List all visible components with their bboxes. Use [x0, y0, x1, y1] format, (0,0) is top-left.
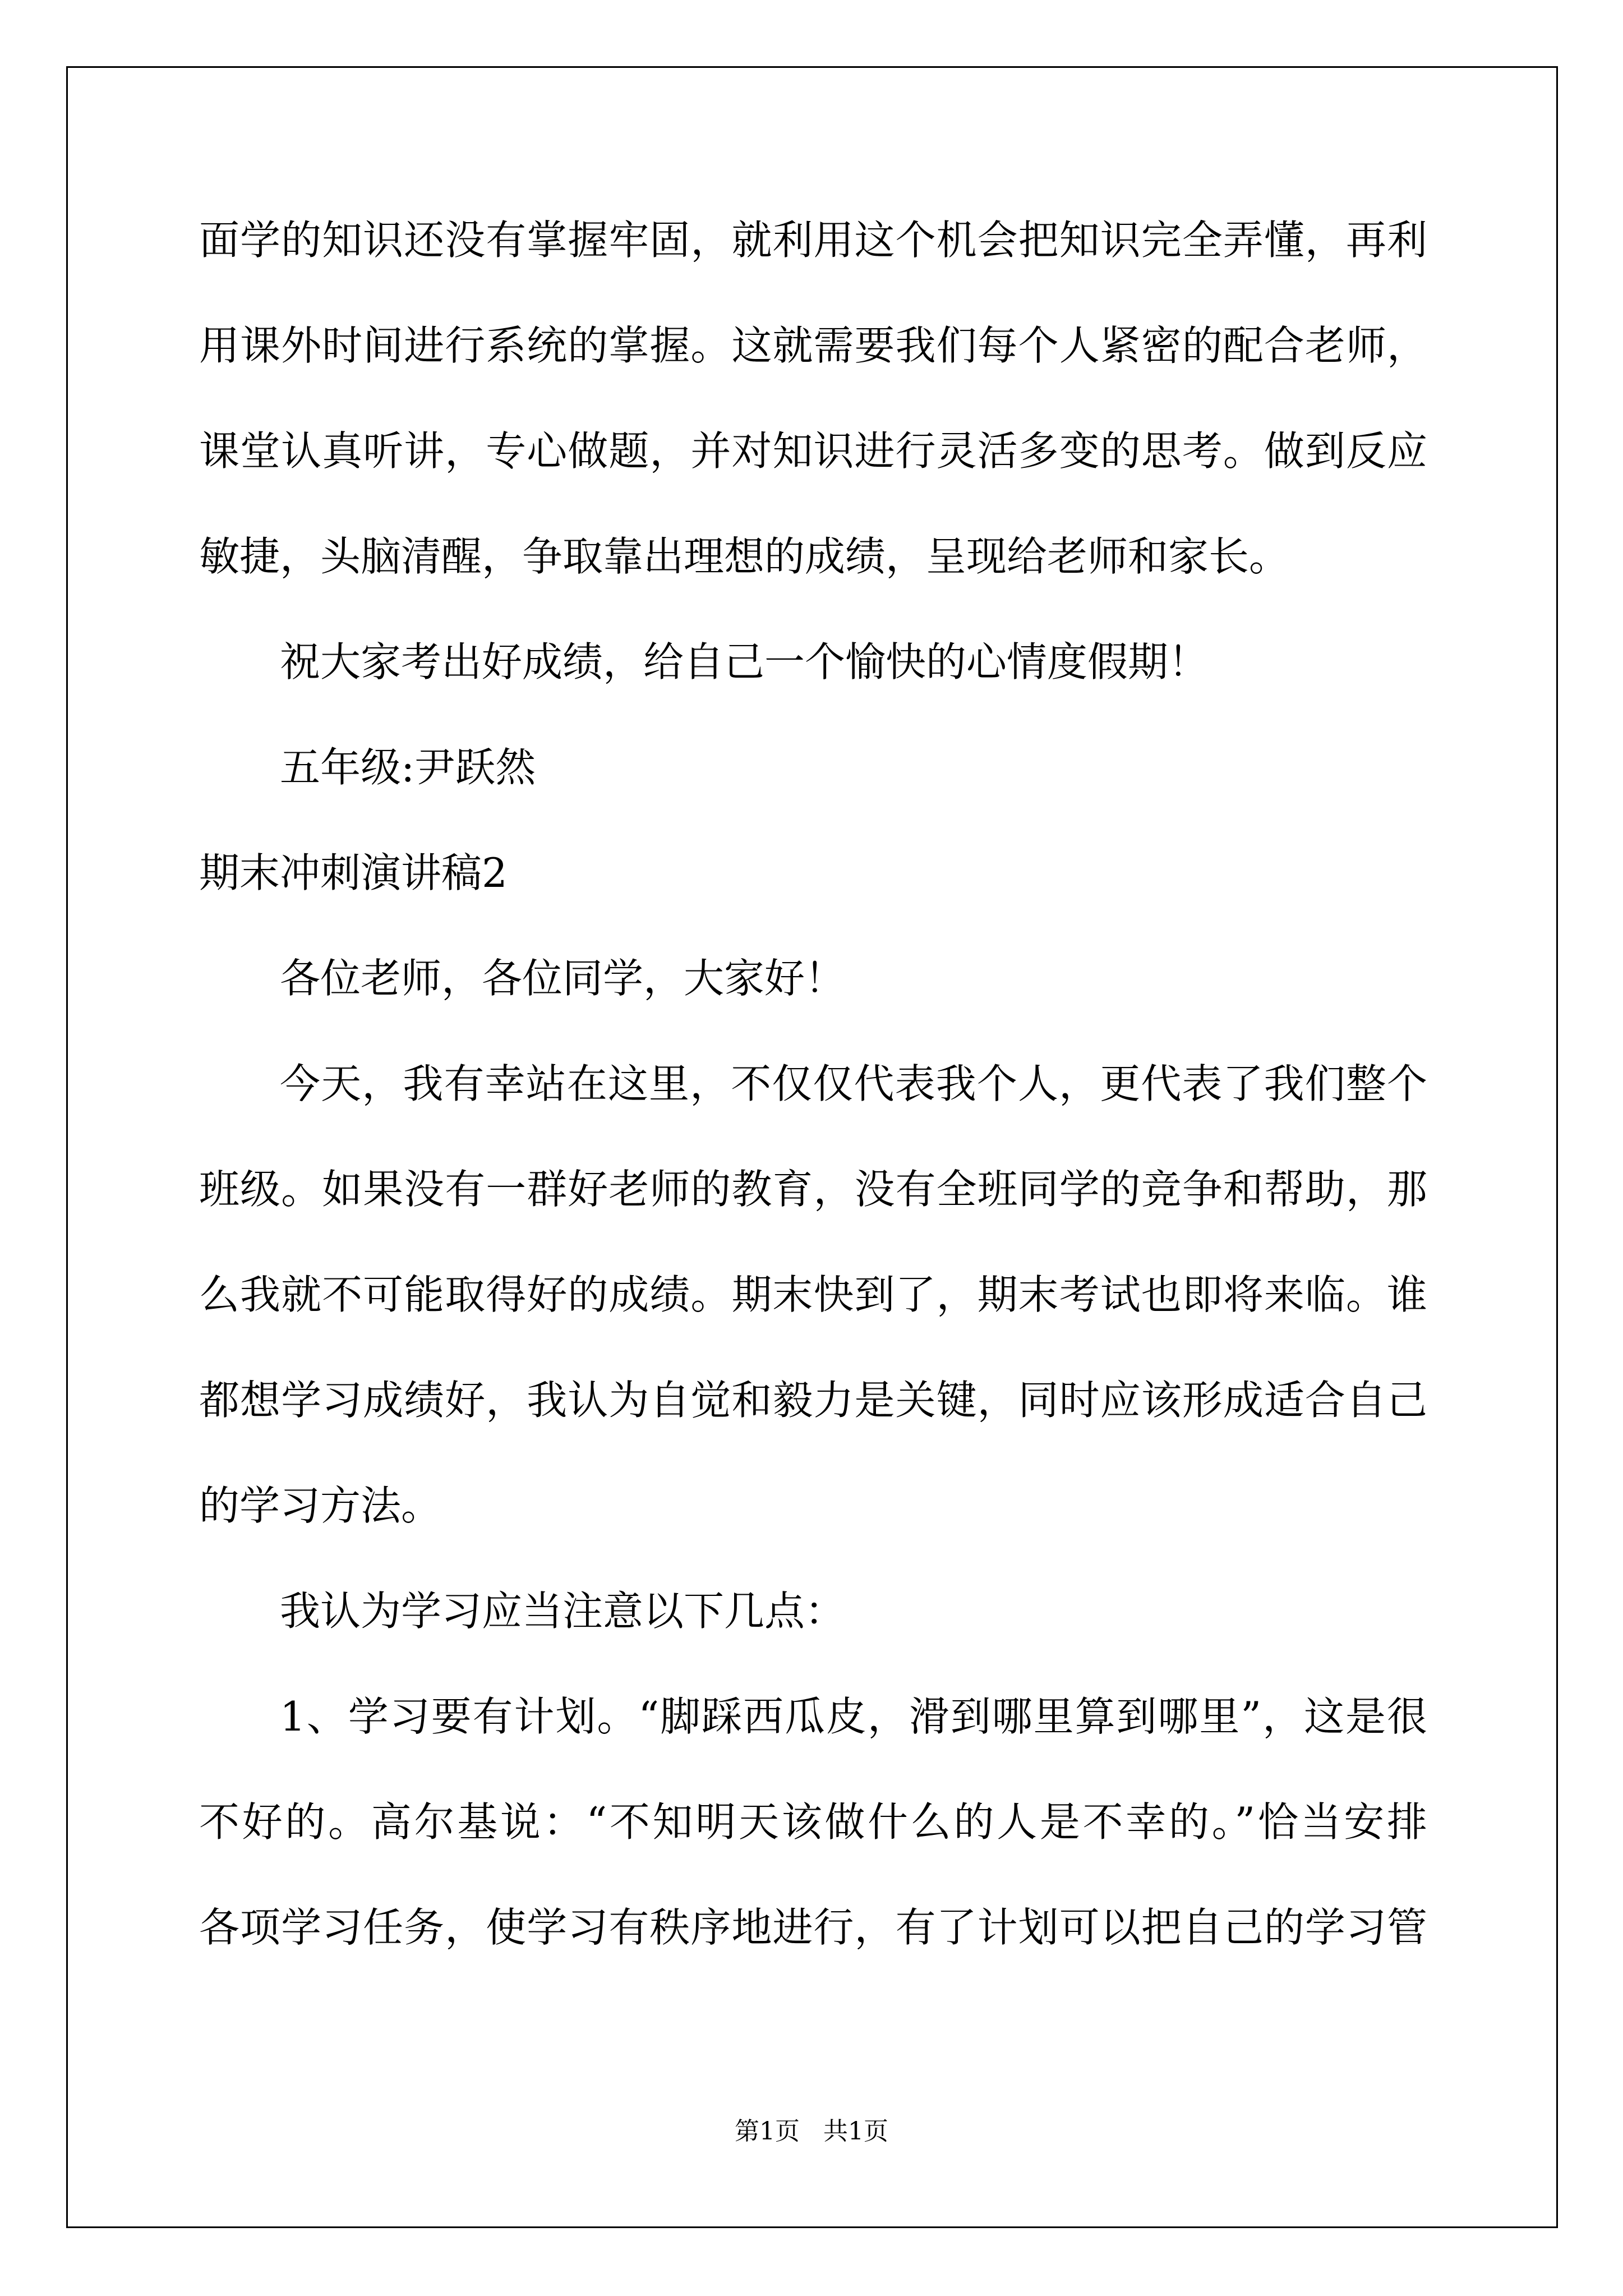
paragraph-line: 我认为学习应当注意以下几点： — [280, 1588, 846, 1635]
paragraph-line: 班级。如果没有一群好老师的教育，没有全班同学的竞争和帮助，那 — [199, 1166, 1427, 1213]
paragraph-line: 面学的知识还没有掌握牢固，就利用这个机会把知识完全弄懂，再利 — [199, 217, 1427, 264]
paragraph-line: 不好的。高尔基说：“不知明天该做什么的人是不幸的。”恰当安排 — [199, 1798, 1427, 1846]
paragraph-line: 各项学习任务，使学习有秩序地进行，有了计划可以把自己的学习管 — [199, 1904, 1427, 1951]
section-heading: 期末冲刺演讲稿2 — [199, 849, 508, 896]
paragraph-line: 课堂认真听讲，专心做题，并对知识进行灵活多变的思考。做到反应 — [199, 427, 1427, 475]
paragraph-line: 用课外时间进行系统的掌握。这就需要我们每个人紧密的配合老师， — [199, 322, 1427, 369]
paragraph-line: 敏捷，头脑清醒，争取靠出理想的成绩，呈现给老师和家长。 — [199, 533, 1290, 580]
paragraph-line: 的学习方法。 — [199, 1482, 442, 1529]
paragraph-line: 么我就不可能取得好的成绩。期末快到了，期末考试也即将来临。谁 — [199, 1271, 1427, 1318]
signature-line: 五年级:尹跃然 — [280, 744, 536, 791]
page-number: 第1页 — [735, 2117, 800, 2146]
paragraph-line: 都想学习成绩好，我认为自觉和毅力是关键，同时应该形成适合自己 — [199, 1377, 1427, 1424]
greeting-line: 各位老师，各位同学，大家好！ — [280, 955, 846, 1002]
paragraph-line: 祝大家考出好成绩，给自己一个愉快的心情度假期！ — [280, 638, 1209, 685]
paragraph-line: 1、学习要有计划。“脚踩西瓜皮，滑到哪里算到哪里”，这是很 — [280, 1693, 1427, 1740]
page-total: 共1页 — [823, 2117, 888, 2146]
paragraph-line: 今天，我有幸站在这里，不仅仅代表我个人，更代表了我们整个 — [280, 1060, 1427, 1107]
page-footer — [0, 2115, 1623, 2148]
